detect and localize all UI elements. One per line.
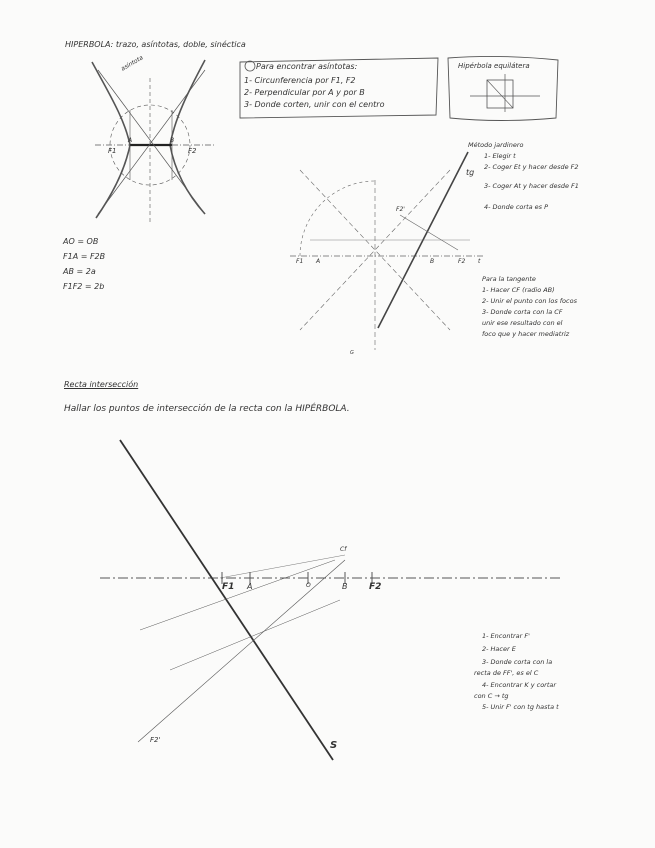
formula-4: F1F2 = 2b <box>63 282 105 291</box>
hyperbola-left-figure <box>92 60 215 225</box>
asintotas-step-2: 2- Perpendicular por A y por B <box>244 88 365 97</box>
bottom-step-5: 4- Encontrar K y cortar <box>482 681 557 689</box>
bottom-step-6: con C → tg <box>474 692 509 700</box>
bottom-step-4: recta de FF', es el C <box>474 669 539 677</box>
label-f2-left: F2 <box>188 147 197 155</box>
label-t-center: t <box>478 258 481 265</box>
bottom-step-7: 5- Unir F' con tg hasta t <box>482 703 559 711</box>
label-s-bottom: S <box>330 740 338 751</box>
tangent-construction <box>290 152 485 350</box>
label-f2-bottom: F2 <box>369 582 382 592</box>
label-a-left: A <box>128 137 133 144</box>
bottom-step-2: 2- Hacer E <box>482 645 516 653</box>
tangent-step-1: 1- Hacer CF (radio AB) <box>482 286 555 294</box>
method-step-4: 4- Donde corta es P <box>484 203 549 211</box>
tangent-step-3: 3- Donde corta con la CF <box>482 308 563 316</box>
label-f1-left: F1 <box>108 147 117 155</box>
asintotas-step-3: 3- Donde corten, unir con el centro <box>244 100 385 109</box>
asintotas-step-1: 1- Circunferencia por F1, F2 <box>244 76 356 85</box>
tangent-step-5: foco que y hacer mediatriz <box>482 330 570 338</box>
label-b-center: B <box>430 258 435 265</box>
formula-1: AO = OB <box>63 237 99 246</box>
method-step-2: 2- Coger Et y hacer desde F2 <box>484 163 579 171</box>
section-title: Recta intersección <box>64 380 139 389</box>
tangent-step-2: 2- Unir el punto con los focos <box>482 297 577 305</box>
label-f2p-center: F2' <box>396 206 405 213</box>
page-title: HIPERBOLA: trazo, asíntotas, doble, sinéctica <box>65 40 246 49</box>
label-b-left: B <box>170 137 175 144</box>
method-step-1: 1- Elegir t <box>484 152 516 160</box>
label-a-bottom: A <box>247 582 253 591</box>
label-asintota: asíntota <box>119 54 145 73</box>
formula-3: AB = 2a <box>63 267 96 276</box>
bottom-step-3: 3- Donde corta con la <box>482 658 553 666</box>
label-tg-center: tg <box>466 168 475 177</box>
label-c-bottom: Cf <box>340 546 347 553</box>
bottom-step-1: 1- Encontrar F' <box>482 632 530 640</box>
problem-statement: Hallar los puntos de intersección de la recta con la HIPÉRBOLA. <box>64 404 350 414</box>
formula-2: F1A = F2B <box>63 252 106 261</box>
label-f2-center: F2 <box>458 258 466 265</box>
label-f1-bottom: F1 <box>222 582 235 592</box>
equilatera-heading: Hipérbola equilátera <box>458 62 530 70</box>
label-a-center: A <box>316 258 321 265</box>
label-b-bottom: B <box>342 582 348 591</box>
tangent-step-4: unir ese resultado con el <box>482 319 563 327</box>
label-f2p-bottom: F2' <box>150 736 161 744</box>
method-step-3: 3- Coger At y hacer desde F1 <box>484 182 579 190</box>
label-o-bottom: O <box>306 582 311 589</box>
tangent-heading: Para la tangente <box>482 275 536 283</box>
method-heading: Método jardinero <box>468 141 524 149</box>
intersection-figure <box>100 440 560 760</box>
label-f1-center: F1 <box>296 258 304 265</box>
asintotas-heading: Para encontrar asíntotas: <box>256 62 358 71</box>
label-g-center: G <box>350 350 354 356</box>
